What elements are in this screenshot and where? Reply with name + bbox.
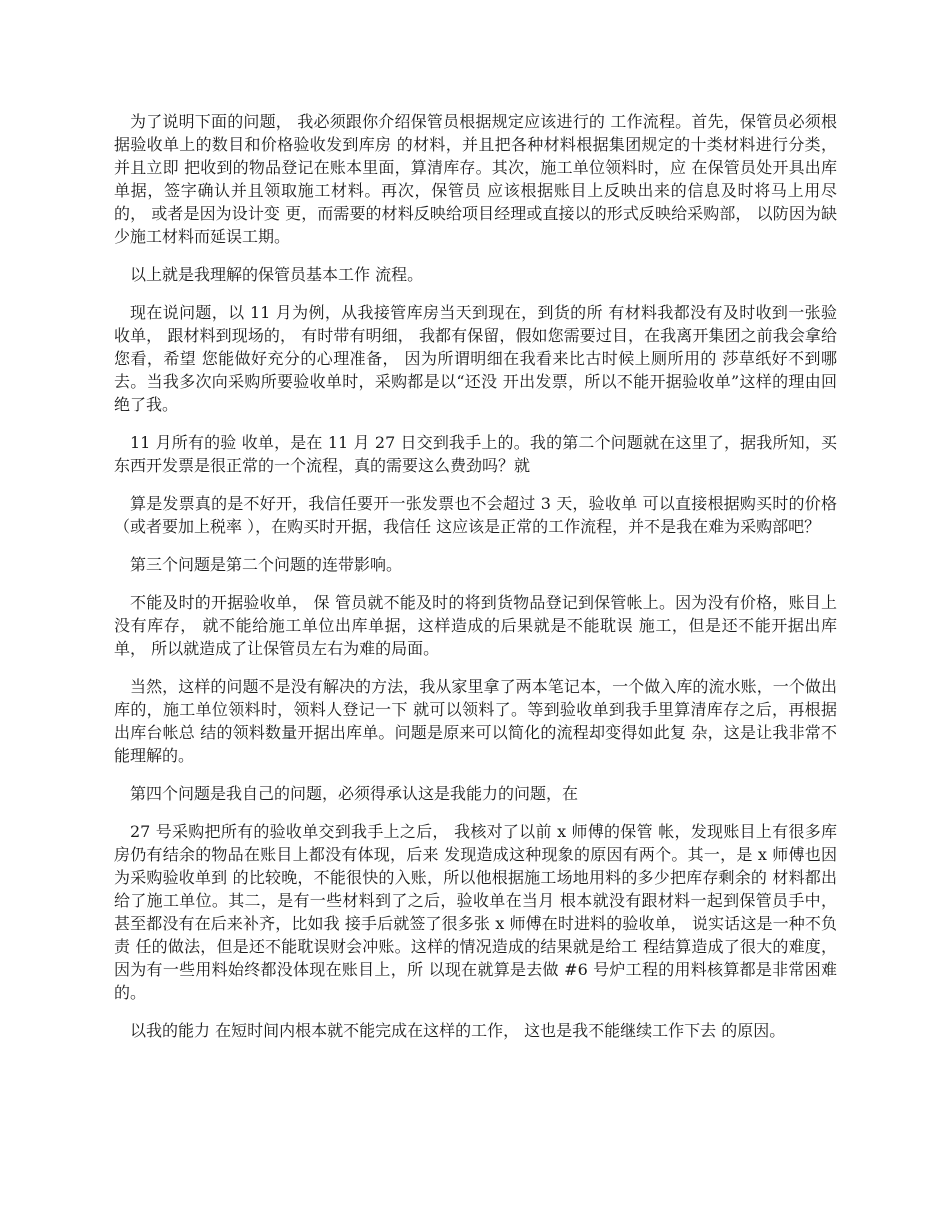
paragraph: 第四个问题是我自己的问题，必须得承认这是我能力的问题，在 xyxy=(130,784,579,803)
paragraph: 第三个问题是第二个问题的连带影响。 xyxy=(130,555,403,574)
paragraph: 以上就是我理解的保管员基本工作 流程。 xyxy=(130,265,424,284)
paragraph: 以我的能力 在短时间内根本就不能完成在这样的工作， 这也是我不能继续工作下去 的原因。 xyxy=(130,1021,786,1040)
paragraph: 不能及时的开据验收单， 保 管员就不能及时的将到货物品登记到保管帐上。因为没有价格，账目上 没有库存， 就不能给施工单位出库单据，这样造成的后果就是不能耽误 施工，但是还不能开据出库单， 所以就造成了让保管员左右为难的局面。 xyxy=(114,593,837,658)
paragraph: 11 月所有的验 收单，是在 11 月 27 日交到我手上的。我的第二个问题就在这里了，据我所知，买东西开发票是很正常的一个流程，真的需要这么费劲吗？就 xyxy=(114,433,837,475)
document-body xyxy=(114,110,837,1057)
paragraph: 现在说问题，以 11 月为例，从我接管库房当天到现在，到货的所 有材料我都没有及时收到一张验收单， 跟材料到现场的， 有时带有明细， 我都有保留，假如您需要过目，在我离开集团之前我会拿给您看，希望 您能做好充分的心理准备， 因为所谓明细在我看来比古时候上厕所用的 莎草纸好不到哪去。当我多次向采购所要验收单时，采购都是以“还没 开出发票，所以不能开据验收单”这样的理由回绝了我。 xyxy=(114,303,837,414)
paragraph: 27 号采购把所有的验收单交到我手上之后， 我核对了以前 x 师傅的保管 帐，发现账目上有很多库房仍有结余的物品在账目上都没有体现，后来 发现造成这种现象的原因有两个。其一，是 x 师傅也因为采购验收单到 的比较晚，不能很快的入账，所以他根据施工场地用料的多少把库存剩余的 材料都出给了施工单位。其二，是有一些材料到了之后，验收单在当月 根本就没有跟材料一起到保管员手中，甚至都没有在后来补齐，比如我 接手后就签了很多张 x 师傅在时进料的验收单， 说实话这是一种不负责 任的做法，但是还不能耽误财会冲账。这样的情况造成的结果就是给工 程结算造成了很大的难度，因为有一些用料始终都没体现在账目上，所 以现在就算是去做 #6 号炉工程的用料核算都是非常困难的。 xyxy=(114,822,837,1002)
paragraph: 为了说明下面的问题， 我必须跟你介绍保管员根据规定应该进行的 工作流程。首先，保管员必须根据验收单上的数目和价格验收发到库房 的材料，并且把各种材料根据集团规定的十类材料进行分类，并且立即 把收到的物品登记在账本里面，算清库存。其次，施工单位领料时，应 在保管员处开具出库单据，签字确认并且领取施工材料。再次，保管员 应该根据账目上反映出来的信息及时将马上用尽的， 或者是因为设计变 更，而需要的材料反映给项目经理或直接以的形式反映给采购部， 以防因为缺少施工材料而延误工期。 xyxy=(114,112,837,246)
paragraph: 当然，这样的问题不是没有解决的方法，我从家里拿了两本笔记本，一个做入库的流水账，一个做出库的，施工单位领料时，领料人登记一下 就可以领料了。等到验收单到我手里算清库存之后，再根据出库台帐总 结的领料数量开据出库单。问题是原来可以简化的流程却变得如此复 杂，这是让我非常不能理解的。 xyxy=(114,677,837,765)
paragraph: 算是发票真的是不好开，我信任要开一张发票也不会超过 3 天，验收单 可以直接根据购买时的价格 （或者要加上税率 ），在购买时开据，我信任 这应该是正常的工作流程，并不是我在难为采购部吧？ xyxy=(114,494,837,536)
